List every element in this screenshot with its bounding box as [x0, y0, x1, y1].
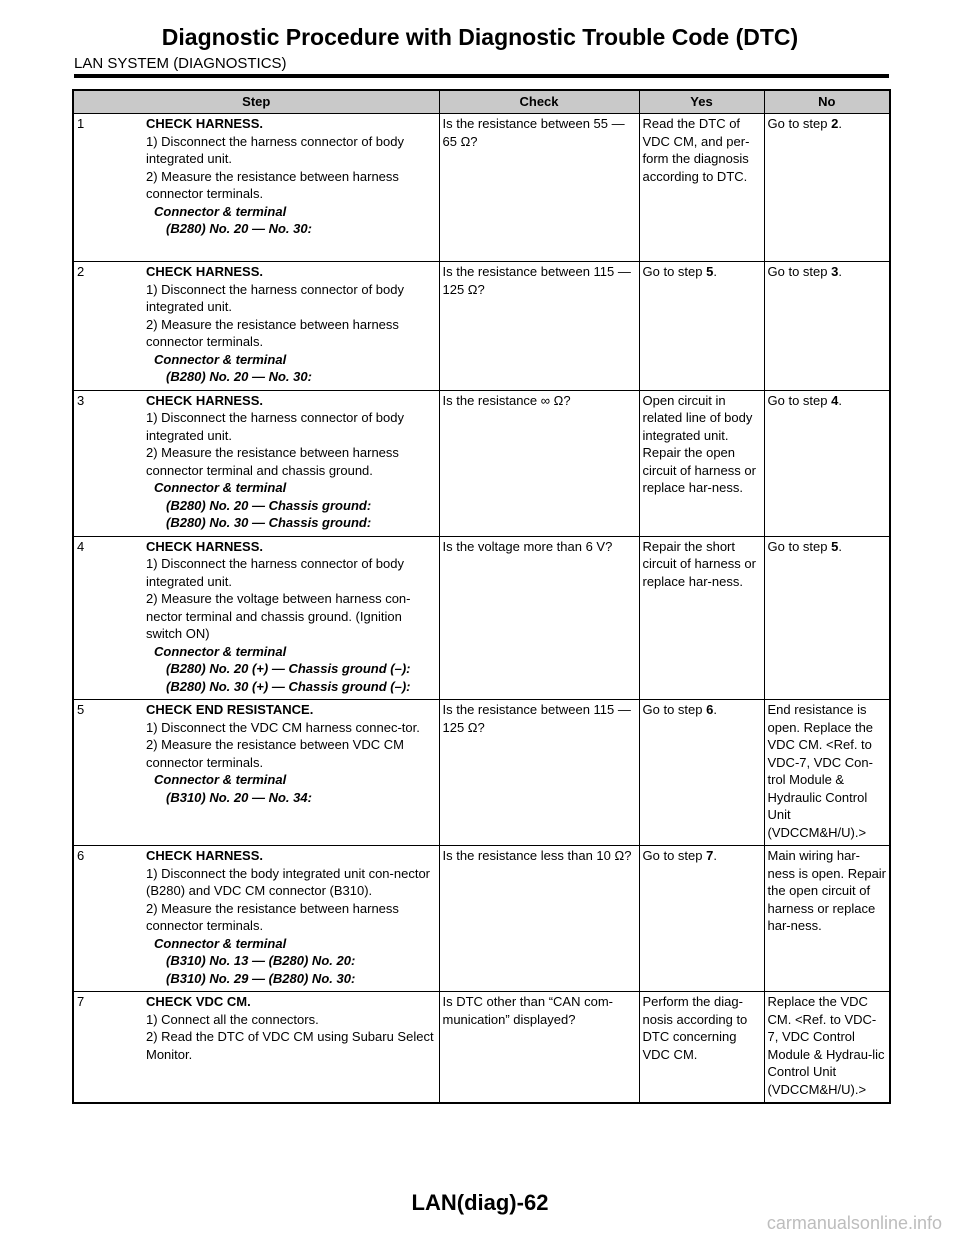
step-connector-block — [146, 479, 436, 532]
no-text: Replace the VDC CM. <Ref. to VDC-7, VDC Control Module & Hydrau-lic Control Unit (VDCCM&H/U).> — [767, 994, 885, 1097]
check-text: Is the resistance between 55 — 65 Ω? — [442, 116, 625, 149]
check-cell — [439, 536, 639, 700]
page-number: LAN(diag)-62 — [411, 1190, 549, 1215]
yes-text: Open circuit in related line of body integrated unit. Repair the open circuit of harness or replace har-ness. — [642, 392, 756, 495]
terminal-spec: (B280) No. 20 — No. 30: — [166, 221, 312, 236]
step-instruction: 2) Measure the resistance between harness connector terminals. — [146, 900, 399, 933]
table-row — [73, 262, 890, 391]
step-number: 4 — [77, 538, 85, 554]
yes-text: Go to step — [642, 264, 707, 279]
check-cell — [439, 846, 639, 992]
yes-cell — [639, 114, 764, 262]
no-cell — [764, 262, 890, 391]
table-row — [73, 114, 890, 262]
column-header-no: No — [764, 90, 890, 114]
connector-label: Connector & terminal — [154, 351, 287, 367]
column-header-yes: Yes — [639, 90, 764, 114]
yes-step-ref: 7 — [706, 848, 714, 863]
step-instruction: 1) Disconnect the harness connector of body integrated unit. — [146, 281, 404, 314]
step-body — [146, 538, 436, 643]
terminal-spec: (B310) No. 29 — (B280) No. 30: — [166, 970, 356, 986]
diagnostic-procedure-table — [72, 89, 891, 1104]
check-text: Is DTC other than “CAN com-munication” displayed? — [442, 994, 613, 1027]
step-instruction: 2) Measure the resistance between harness connector terminals. — [146, 168, 399, 201]
column-header-check: Check — [439, 90, 639, 114]
no-cell — [764, 536, 890, 700]
check-text: Is the resistance between 115 — 125 Ω? — [442, 264, 631, 297]
terminal-spec: (B310) No. 20 — No. 34: — [166, 789, 312, 805]
no-text-end: . — [838, 392, 842, 408]
step-title: CHECK HARNESS. — [146, 264, 264, 279]
check-cell — [439, 114, 639, 262]
step-title: CHECK HARNESS. — [146, 392, 264, 408]
yes-text: Go to step — [642, 848, 707, 863]
step-number: 1 — [77, 116, 85, 131]
step-cell — [73, 114, 439, 262]
no-cell — [764, 992, 890, 1104]
no-text-end: . — [838, 264, 842, 279]
header-rule — [74, 74, 889, 78]
step-connector-block — [146, 771, 436, 806]
yes-text: Repair the short circuit of harness or replace har-ness. — [642, 538, 756, 589]
step-title: CHECK VDC CM. — [146, 994, 251, 1009]
table-row — [73, 992, 890, 1104]
step-connector-block — [146, 203, 436, 238]
step-cell — [73, 262, 439, 391]
connector-label: Connector & terminal — [154, 772, 287, 787]
step-cell — [73, 846, 439, 992]
step-connector-block — [146, 351, 436, 386]
no-cell — [764, 114, 890, 262]
step-instruction: 1) Disconnect the harness connector of body integrated unit. — [146, 133, 404, 166]
yes-cell — [639, 992, 764, 1104]
connector-label: Connector & terminal — [154, 935, 287, 951]
terminal-spec: (B280) No. 20 — Chassis ground: — [166, 497, 372, 513]
yes-cell — [639, 700, 764, 846]
no-step-ref: 2 — [831, 116, 839, 131]
check-text: Is the resistance between 115 — 125 Ω? — [442, 702, 631, 735]
yes-text: Read the DTC of VDC CM, and per-form the diagnosis according to DTC. — [642, 116, 750, 184]
no-text-end: . — [838, 116, 842, 131]
step-connector-block — [146, 643, 436, 696]
yes-text: Perform the diag-nosis according to DTC concerning VDC CM. — [642, 994, 748, 1062]
step-instruction: 1) Disconnect the body integrated unit con-nector (B280) and VDC CM connector (B310). — [146, 865, 431, 898]
table-row — [73, 700, 890, 846]
no-step-ref: 4 — [831, 392, 839, 408]
yes-text: Go to step — [642, 702, 707, 717]
step-number: 7 — [77, 994, 85, 1009]
yes-cell — [639, 262, 764, 391]
yes-text-end: . — [713, 264, 717, 279]
step-instruction: 2) Measure the resistance between VDC CM connector terminals. — [146, 737, 404, 770]
step-cell — [73, 536, 439, 700]
connector-label: Connector & terminal — [154, 480, 287, 495]
yes-text-end: . — [713, 702, 717, 717]
step-title: CHECK END RESISTANCE. — [146, 702, 314, 717]
step-cell — [73, 390, 439, 536]
yes-cell — [639, 390, 764, 536]
step-body — [146, 993, 436, 1063]
step-instruction: 1) Disconnect the harness connector of body integrated unit. — [146, 410, 404, 443]
step-instruction: 2) Read the DTC of VDC CM using Subaru Select Monitor. — [146, 1029, 434, 1062]
check-cell — [439, 700, 639, 846]
step-body — [146, 263, 436, 351]
step-instruction: 1) Connect all the connectors. — [146, 1011, 319, 1027]
yes-cell — [639, 536, 764, 700]
yes-cell — [639, 846, 764, 992]
no-text: Main wiring har-ness is open. Repair the open circuit of harness or replace har-ness. — [767, 848, 887, 933]
step-instruction: 1) Disconnect the VDC CM harness connec-tor. — [146, 719, 420, 735]
step-number: 5 — [77, 702, 85, 717]
watermark: carmanualsonline.info — [766, 1213, 942, 1233]
step-instruction: 1) Disconnect the harness connector of body integrated unit. — [146, 556, 404, 589]
terminal-spec: (B310) No. 13 — (B280) No. 20: — [166, 953, 356, 968]
table-row — [73, 536, 890, 700]
no-text-end: . — [838, 538, 842, 554]
terminal-spec: (B280) No. 30 — Chassis ground: — [166, 515, 372, 530]
check-text: Is the resistance ∞ Ω? — [442, 392, 571, 408]
no-step-ref: 3 — [831, 264, 839, 279]
table-row — [73, 390, 890, 536]
step-instruction: 2) Measure the resistance between harness connector terminals. — [146, 316, 399, 349]
step-number: 2 — [77, 264, 85, 279]
step-body — [146, 701, 436, 771]
yes-step-ref: 6 — [706, 702, 714, 717]
no-text: Go to step — [767, 538, 832, 554]
section-heading: LAN SYSTEM (DIAGNOSTICS) — [74, 55, 287, 72]
step-title: CHECK HARNESS. — [146, 116, 264, 131]
no-text: Go to step — [767, 392, 832, 408]
terminal-spec: (B280) No. 20 (+) — Chassis ground (–): — [166, 661, 411, 676]
check-cell — [439, 390, 639, 536]
yes-step-ref: 5 — [706, 264, 714, 279]
step-title: CHECK HARNESS. — [146, 538, 264, 554]
no-cell — [764, 700, 890, 846]
table-header-row — [73, 90, 890, 114]
terminal-spec: (B280) No. 30 (+) — Chassis ground (–): — [166, 678, 411, 694]
terminal-spec: (B280) No. 20 — No. 30: — [166, 369, 312, 384]
no-text: Go to step — [767, 116, 832, 131]
check-text: Is the resistance less than 10 Ω? — [442, 848, 632, 863]
page-title: Diagnostic Procedure with Diagnostic Trouble Code (DTC) — [161, 24, 799, 50]
no-text: End resistance is open. Replace the VDC CM. <Ref. to VDC-7, VDC Con-trol Module & Hydraulic Control Unit (VDCCM&H/U).> — [767, 702, 874, 840]
step-body — [146, 115, 436, 203]
step-title: CHECK HARNESS. — [146, 848, 264, 863]
table-row — [73, 846, 890, 992]
no-text: Go to step — [767, 264, 832, 279]
step-number: 6 — [77, 848, 85, 863]
no-step-ref: 5 — [831, 538, 839, 554]
step-cell — [73, 700, 439, 846]
connector-label: Connector & terminal — [154, 643, 287, 659]
step-instruction: 2) Measure the resistance between harness connector terminal and chassis ground. — [146, 445, 399, 478]
check-text: Is the voltage more than 6 V? — [442, 538, 613, 554]
step-body — [146, 847, 436, 935]
no-cell — [764, 390, 890, 536]
step-connector-block — [146, 935, 436, 988]
step-body — [146, 392, 436, 480]
step-number: 3 — [77, 392, 85, 408]
step-instruction: 2) Measure the voltage between harness con-nector terminal and chassis ground. (Ignition switch ON) — [146, 591, 411, 641]
no-cell — [764, 846, 890, 992]
column-header-step: Step — [73, 90, 439, 114]
connector-label: Connector & terminal — [154, 203, 287, 219]
yes-text-end: . — [713, 848, 717, 863]
check-cell — [439, 992, 639, 1104]
check-cell — [439, 262, 639, 391]
step-cell — [73, 992, 439, 1104]
